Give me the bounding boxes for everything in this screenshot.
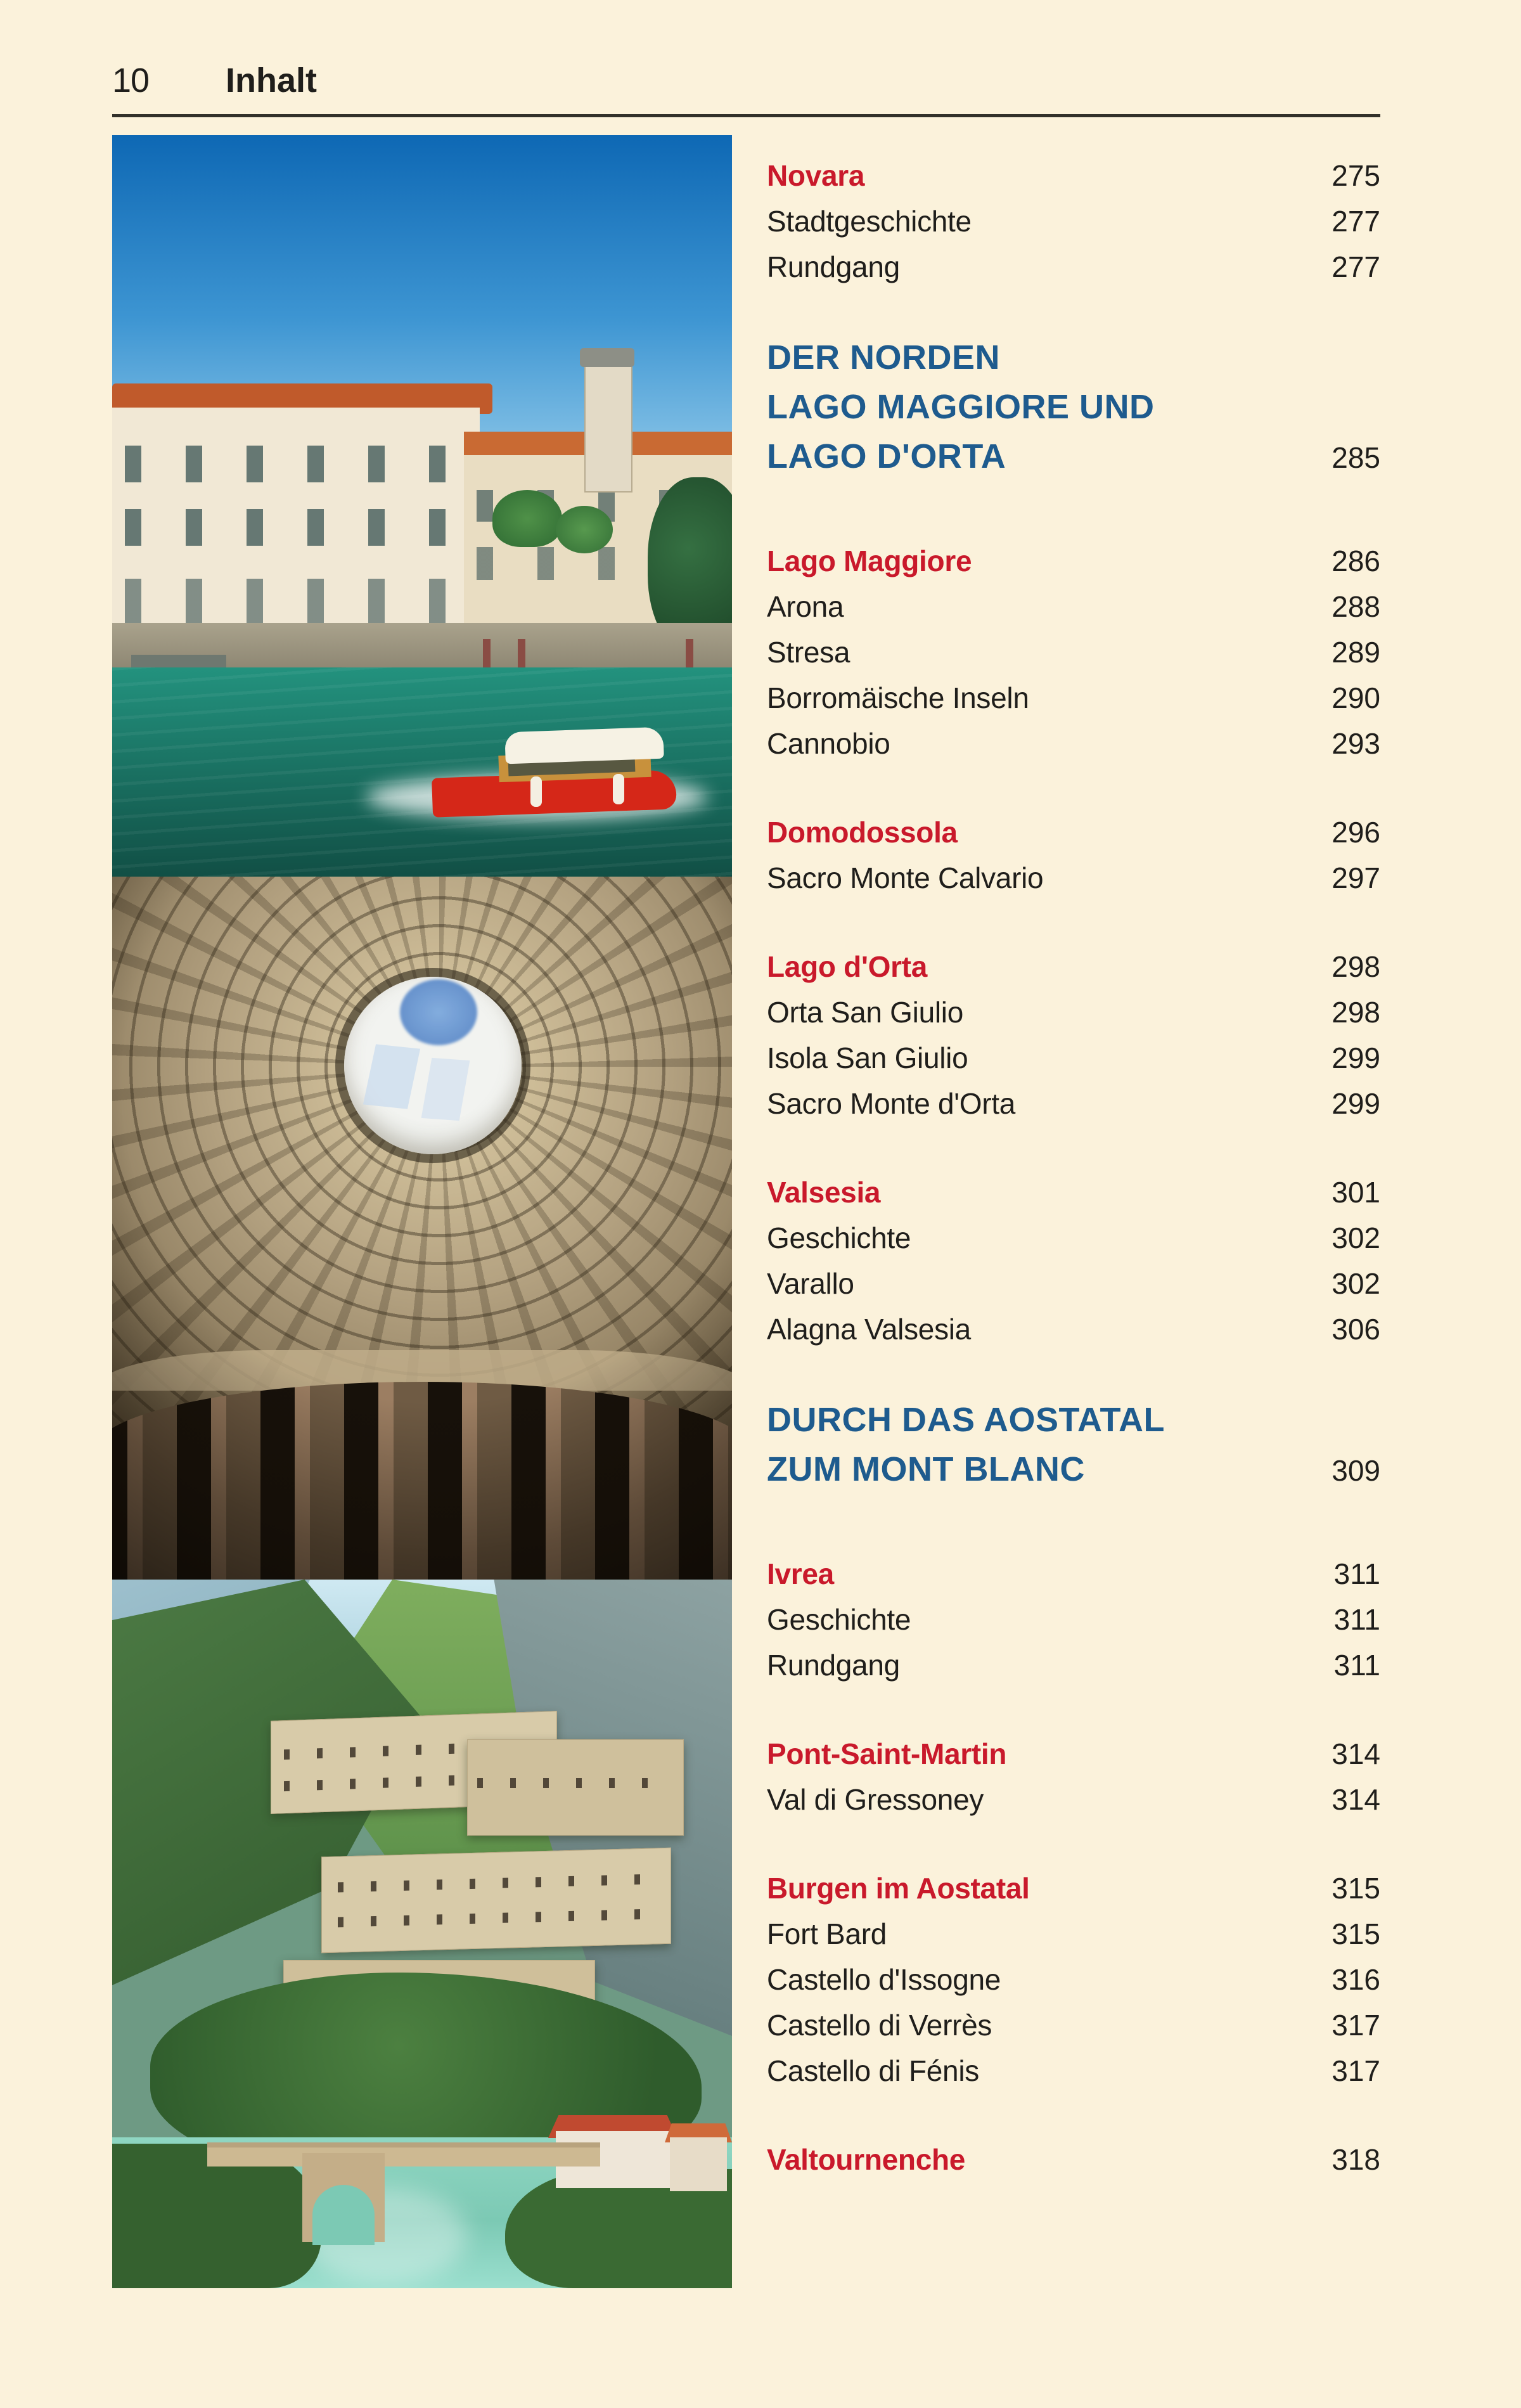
header-rule	[112, 114, 1380, 117]
toc-entry	[767, 1261, 1380, 1306]
toc-section-row	[767, 2137, 1380, 2182]
page-number-folio: 10	[112, 61, 150, 100]
toc-entry	[767, 1035, 1380, 1081]
palm-tree-art	[556, 506, 613, 553]
toc-group	[767, 153, 1380, 290]
toc-entry	[767, 198, 1380, 244]
toc-group	[767, 1169, 1380, 1352]
toc-page-number: 302	[1332, 1221, 1380, 1254]
toc-group	[767, 809, 1380, 901]
toc-chapter-label: DER NORDEN	[767, 338, 1001, 377]
toc-page-number: 301	[1332, 1176, 1380, 1209]
toc-chapter-label: DURCH DAS AOSTATAL	[767, 1401, 1165, 1439]
house-art	[670, 2137, 727, 2191]
toc-entry	[767, 675, 1380, 721]
toc-chapter-line	[767, 382, 1380, 432]
toc-entry	[767, 244, 1380, 290]
toc-entry-label: Geschichte	[767, 1603, 911, 1636]
toc-page-number: 290	[1332, 681, 1380, 714]
toc-entry-label: Stresa	[767, 636, 850, 669]
palm-tree-art	[492, 490, 562, 547]
toc-group	[767, 1865, 1380, 2094]
toc-section-row	[767, 153, 1380, 198]
toc-section-row	[767, 538, 1380, 584]
lakefront-red-boat-photo	[112, 135, 732, 877]
tower-cap-art	[580, 348, 634, 367]
fort-windows-art	[338, 1909, 648, 1928]
toc-page-number: 286	[1332, 544, 1380, 577]
toc-page-number: 297	[1332, 861, 1380, 894]
toc-entry-label: Orta San Giulio	[767, 996, 963, 1029]
toc-entry-label: Stadtgeschichte	[767, 205, 972, 238]
toc-chapter-label: ZUM MONT BLANC	[767, 1450, 1085, 1488]
boat-fender-art	[613, 774, 624, 804]
toc-page-number: 315	[1332, 1917, 1380, 1950]
toc-entry	[767, 1642, 1380, 1688]
toc-entry-label: Borromäische Inseln	[767, 681, 1029, 714]
toc-section-title: Lago Maggiore	[767, 544, 972, 577]
toc-page-number: 306	[1332, 1313, 1380, 1346]
toc-section-row	[767, 1865, 1380, 1911]
vignette-art	[112, 877, 732, 1580]
toc-group	[767, 2137, 1380, 2182]
toc-page-number: 302	[1332, 1267, 1380, 1300]
toc-entry-label: Val di Gressoney	[767, 1783, 984, 1816]
toc-entry	[767, 721, 1380, 766]
toc-page-number: 317	[1332, 2009, 1380, 2042]
toc-page-number: 311	[1333, 1557, 1380, 1590]
toc	[767, 135, 1380, 2225]
toc-entry-label: Rundgang	[767, 250, 900, 283]
toc-entry-label: Castello d'Issogne	[767, 1963, 1001, 1996]
toc-page-number: 298	[1332, 950, 1380, 983]
toc-page-number: 311	[1333, 1649, 1380, 1682]
toc-section-row	[767, 809, 1380, 855]
boat-canopy-art	[504, 727, 664, 764]
toc-section-title: Lago d'Orta	[767, 950, 927, 983]
toc-page-number: 311	[1333, 1603, 1380, 1636]
toc-chapter	[767, 333, 1380, 482]
toc-section-row	[767, 1731, 1380, 1777]
toc-page-number: 314	[1332, 1783, 1380, 1816]
toc-entry	[767, 1777, 1380, 1822]
toc-entry	[767, 584, 1380, 629]
toc-section-title: Pont-Saint-Martin	[767, 1737, 1007, 1770]
dome-interior-oculus-photo	[112, 877, 732, 1580]
toc-page-number: 296	[1332, 816, 1380, 849]
toc-entry-label: Cannobio	[767, 727, 890, 760]
toc-entry-label: Alagna Valsesia	[767, 1313, 971, 1346]
toc-entry	[767, 2048, 1380, 2094]
window-row-art	[125, 446, 467, 482]
toc-entry-label: Arona	[767, 590, 844, 623]
toc-page-number: 318	[1332, 2143, 1380, 2176]
toc-page-number: 293	[1332, 727, 1380, 760]
toc-page-number: 277	[1332, 250, 1380, 283]
fortress-bridge-river-photo	[112, 1580, 732, 2288]
toc-page-number: 275	[1332, 159, 1380, 192]
toc-section-row	[767, 944, 1380, 989]
toc-page-number: 316	[1332, 1963, 1380, 1996]
toc-chapter	[767, 1395, 1380, 1495]
toc-entry	[767, 989, 1380, 1035]
clock-tower-art	[584, 363, 632, 493]
page-title: Inhalt	[226, 61, 317, 100]
boat-fender-art	[530, 776, 542, 807]
toc-section-row	[767, 1169, 1380, 1215]
toc-entry-label: Geschichte	[767, 1221, 911, 1254]
toc-entry-label: Fort Bard	[767, 1917, 887, 1950]
toc-page-number: 298	[1332, 996, 1380, 1029]
toc-page-number: 299	[1332, 1041, 1380, 1074]
toc-entry	[767, 855, 1380, 901]
toc-chapter-line	[767, 1395, 1380, 1445]
toc-entry	[767, 1306, 1380, 1352]
toc-page-number: 299	[1332, 1087, 1380, 1120]
toc-entry	[767, 1081, 1380, 1126]
toc-entry-label: Sacro Monte d'Orta	[767, 1087, 1016, 1120]
toc-page-number: 309	[1332, 1454, 1380, 1487]
toc-chapter-line	[767, 432, 1380, 482]
toc-page-number: 285	[1332, 441, 1380, 474]
toc-chapter-line	[767, 1445, 1380, 1495]
toc-entry-label: Castello di Verrès	[767, 2009, 992, 2042]
bridge-arch-art	[312, 2185, 375, 2245]
toc-section-title: Burgen im Aostatal	[767, 1872, 1030, 1905]
toc-page-number: 315	[1332, 1872, 1380, 1905]
fortress-block-art	[467, 1739, 684, 1836]
toc-section-row	[767, 1551, 1380, 1597]
toc-page-number: 289	[1332, 636, 1380, 669]
toc-entry-label: Rundgang	[767, 1649, 900, 1682]
toc-group	[767, 1731, 1380, 1822]
toc-entry-label: Isola San Giulio	[767, 1041, 968, 1074]
toc-section-title: Valtournenche	[767, 2143, 966, 2176]
fort-windows-art	[477, 1778, 667, 1788]
fort-windows-art	[338, 1874, 648, 1893]
toc-chapter-label: LAGO D'ORTA	[767, 437, 1006, 475]
window-row-art	[125, 509, 467, 546]
toc-entry	[767, 2002, 1380, 2048]
toc-section-title: Novara	[767, 159, 865, 192]
window-row-art	[125, 579, 467, 624]
toc-entry-label: Castello di Fénis	[767, 2054, 979, 2087]
toc-page-number: 317	[1332, 2054, 1380, 2087]
toc-entry	[767, 1957, 1380, 2002]
toc-entry	[767, 1215, 1380, 1261]
toc-entry	[767, 629, 1380, 675]
toc-section-title: Valsesia	[767, 1176, 881, 1209]
toc-section-title: Ivrea	[767, 1557, 834, 1590]
toc-entry	[767, 1597, 1380, 1642]
toc-group	[767, 1551, 1380, 1688]
toc-group	[767, 538, 1380, 766]
toc-page-number: 288	[1332, 590, 1380, 623]
toc-page-number: 277	[1332, 205, 1380, 238]
stone-bridge-deck-art	[207, 2142, 600, 2167]
toc-entry-label: Sacro Monte Calvario	[767, 861, 1044, 894]
toc-group	[767, 944, 1380, 1126]
toc-chapter-label: LAGO MAGGIORE UND	[767, 388, 1155, 426]
toc-chapter-line	[767, 333, 1380, 382]
toc-section-title: Domodossola	[767, 816, 958, 849]
fortress-block-art	[321, 1848, 671, 1953]
toc-entry-label: Varallo	[767, 1267, 854, 1300]
toc-page-number: 314	[1332, 1737, 1380, 1770]
toc-entry	[767, 1911, 1380, 1957]
